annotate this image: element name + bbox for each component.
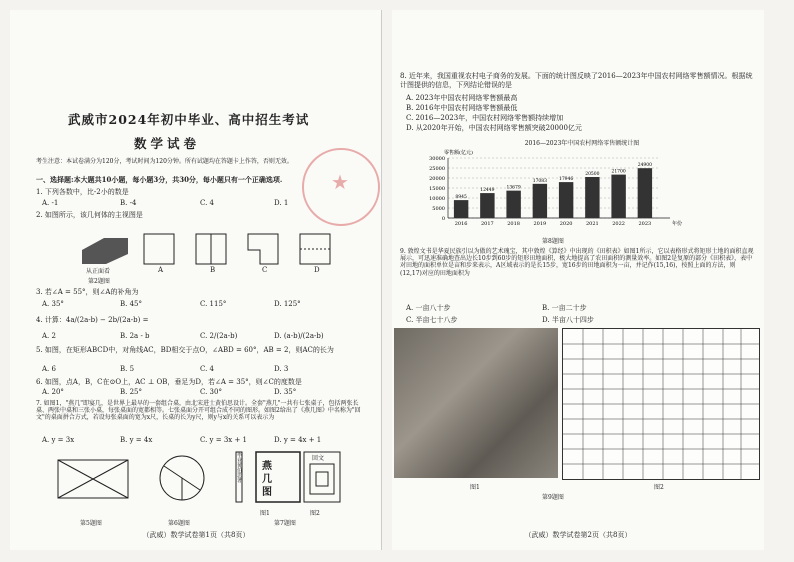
q5-option-b[interactable]: B. 5: [120, 365, 135, 373]
q9-option-b[interactable]: B. 一亩二十步: [542, 304, 587, 312]
fig7-book-title: 燕几图: [262, 461, 272, 498]
q8-caption: 第8题图: [542, 238, 564, 245]
chart-y-tick-label: 20000: [429, 176, 445, 182]
q7-stem: 7. 如图1，"燕几"即宴几，是世界上最早的一套组合桌，由北宋进士黄伯思设计。全套"燕几"一共有七张桌子，包括两张长桌、两张中桌和三张小桌，每张桌面的宽都相等。七张桌面分开可组合成不同的图形。如图2给出了《燕几图》中名称为"回文"的桌面拼合方式，若设每张桌面的宽为x尺，长桌的长为y尺，则y与x的关系可以表示为: [36, 400, 361, 422]
q9-option-a[interactable]: A. 一亩八十步: [406, 304, 451, 312]
chart-y-tick-label: 25000: [429, 166, 445, 172]
chart-data-label: 21700: [611, 169, 626, 175]
chart-x-tick-label: 2019: [533, 221, 547, 227]
q2-view-label: 从正面看: [86, 268, 111, 275]
q2-solid-shape: [82, 238, 128, 264]
q9-stem: 9. 敦煌文书是华夏民族引以为傲的艺术瑰宝，其中敦煌《算经》中出现的《田积表》如图1所示，它以表格形式将矩形土地的面积直观展示，可迅速准确地查出边长10步到60步的矩形田地面积，极大地提高了农田面积的测量效率。如图2是复原的部分《田积表》，表中对田地的面积单位是亩和步来表示，A区域表示的是长15步，宽16步的田地面积为一亩，并记作(15,16)，按照上面的方法，则(12,17)对应的田地面积为: [400, 248, 754, 277]
chart-x-tick-label: 2020: [559, 221, 573, 227]
right-footer: （武威）数学试卷第2页（共8页）: [524, 531, 632, 539]
q9-manuscript-photo: [394, 328, 558, 478]
chart-data-label: 24900: [637, 163, 653, 169]
chart-bar-2022: [611, 175, 625, 218]
q3-option-a[interactable]: A. 35°: [42, 300, 64, 308]
q8-option-b[interactable]: B. 2016年中国农村网络零售额最低: [406, 104, 518, 112]
q2-option-b[interactable]: B: [210, 266, 216, 274]
chart-x-tick-label: 2016: [454, 221, 468, 227]
q2-option-c[interactable]: C: [262, 266, 268, 274]
chart-x-tick-label: 2022: [612, 221, 625, 227]
q6-stem: 6. 如图，点A，B，C在⊙O上，AC ⊥ OB，垂足为D，若∠A = 35°，则∠C的度数是: [36, 378, 302, 386]
q2-view-c: [248, 234, 278, 264]
fig5-caption: 第5题图: [80, 520, 102, 527]
chart-title: 2016—2023年中国农村网络零售额统计图: [524, 140, 640, 147]
q7-option-d[interactable]: D. y = 4x + 1: [274, 436, 322, 444]
right-page: [392, 10, 764, 550]
q8-option-c[interactable]: C. 2016—2023年，中国农村网络零售额持续增加: [406, 114, 564, 122]
q9-fig2-label: 图2: [654, 484, 664, 491]
q2-figures: [74, 224, 344, 272]
q1-option-b[interactable]: B. -4: [120, 199, 137, 207]
q1-option-a[interactable]: A. -1: [42, 199, 59, 207]
chart-x-axis-label: 年份: [672, 221, 683, 227]
chart-bar-2023: [638, 168, 652, 218]
q7-option-a[interactable]: A. y = 3x: [42, 436, 75, 444]
exam-subtitle: 数学试卷: [134, 136, 201, 151]
q6-option-a[interactable]: A. 20°: [42, 388, 64, 396]
chart-bar-2016: [454, 200, 468, 218]
chart-data-label: 8945: [455, 195, 467, 201]
chart-x-tick-label: 2023: [638, 221, 652, 227]
chart-y-tick-label: 0: [441, 216, 445, 222]
q6-option-c[interactable]: C. 30°: [200, 388, 222, 396]
q7-option-b[interactable]: B. y = 4x: [120, 436, 153, 444]
q6-option-d[interactable]: D. 35°: [274, 388, 297, 396]
chart-x-tick-label: 2021: [586, 221, 599, 227]
q8-option-a[interactable]: A. 2023年中国农村网络零售额最高: [406, 94, 518, 102]
fig7-caption: 第7题图: [274, 520, 296, 527]
q4-stem: 4. 计算：4a/(2a-b) − 2b/(2a-b) =: [36, 316, 149, 324]
q1-option-c[interactable]: C. 4: [200, 199, 215, 207]
chart-y-tick-label: 5000: [432, 206, 445, 212]
q5-option-d[interactable]: D. 3: [274, 365, 289, 373]
chart-bar-2019: [533, 184, 547, 218]
chart-x-tick-label: 2017: [481, 221, 494, 227]
q7-option-c[interactable]: C. y = 3x + 1: [200, 436, 247, 444]
q5-stem: 5. 如图，在矩形ABCD中，对角线AC，BD相交于点O，∠ABD = 60°，AB = 2，则AC的长为: [36, 346, 334, 354]
q3-stem: 3. 若∠A = 55°，则∠A的补角为: [36, 288, 139, 296]
q9-option-d[interactable]: D. 半亩八十四步: [542, 316, 594, 324]
q9-caption: 第9题图: [542, 494, 564, 501]
left-footer: （武威）数学试卷第1页（共8页）: [142, 531, 250, 539]
q8-bar-chart: [402, 146, 702, 234]
fig7-huiwen-label: 回文: [312, 455, 325, 462]
fig7-label-2: 图2: [310, 510, 320, 517]
q2-caption: 第2题图: [88, 278, 110, 285]
q4-option-d[interactable]: D. (a-b)/(2a-b): [274, 332, 324, 340]
chart-data-label: 12449: [480, 188, 495, 194]
left-page: [10, 10, 382, 550]
chart-bar-2018: [506, 191, 520, 218]
q4-option-a[interactable]: A. 2: [42, 332, 56, 340]
chart-bar-2020: [559, 182, 573, 218]
page-divider: [381, 10, 382, 550]
seal-star-icon: ★: [331, 170, 349, 194]
q5-option-c[interactable]: C. 4: [200, 365, 215, 373]
q2-view-a: [144, 234, 174, 264]
q9-fig1-label: 图1: [470, 484, 480, 491]
q3-option-d[interactable]: D. 125°: [274, 300, 301, 308]
q2-stem: 2. 如图所示，该几何体的主视图是: [36, 211, 143, 219]
exam-title: 武威市2024年初中毕业、高中招生考试: [68, 112, 310, 127]
q8-stem: 8. 近年来，我国重视农村电子商务的发展。下面的统计图反映了2016—2023年中国农村网络零售额情况。根据统计图提供的信息，下列结论错误的是: [400, 72, 753, 89]
q5-q7-figures: [50, 450, 380, 510]
q4-option-c[interactable]: C. 2/(2a-b): [200, 332, 238, 340]
chart-data-label: 20500: [585, 172, 600, 177]
chart-data-label: 17946: [558, 177, 574, 183]
chart-bar-2021: [585, 177, 599, 218]
exam-notice: 考生注意：本试卷满分为120分，考试时间为120分钟。所有试题均在答题卡上作答，否则无效。: [36, 158, 293, 165]
chart-data-label: 17083: [532, 178, 548, 184]
q1-stem: 1. 下列各数中，比-2小的数是: [36, 188, 129, 196]
q2-option-a[interactable]: A: [158, 266, 164, 274]
q5-option-a[interactable]: A. 6: [42, 365, 56, 373]
q9-option-c[interactable]: C. 半亩七十八步: [406, 316, 458, 324]
q3-option-c[interactable]: C. 115°: [200, 300, 227, 308]
q3-option-b[interactable]: B. 45°: [120, 300, 143, 308]
chart-x-tick-label: 2018: [507, 221, 520, 227]
fig7-label-1: 图1: [260, 510, 270, 517]
chart-y-tick-label: 10000: [429, 196, 445, 202]
q8-option-d[interactable]: D. 从2020年开始，中国农村网络零售额突破20000亿元: [406, 124, 582, 132]
chart-y-tick-label: 30000: [429, 156, 445, 162]
fig7-vertical-text: 毕业黄伯思著: [237, 453, 243, 484]
chart-data-label: 13679: [506, 185, 521, 191]
chart-bar-2017: [480, 193, 494, 218]
q1-option-d[interactable]: D. 1: [274, 199, 289, 207]
q9-area-table: [562, 328, 760, 480]
q2-option-d[interactable]: D: [314, 266, 320, 274]
q4-option-b[interactable]: B. 2a - b: [120, 332, 150, 340]
official-seal: [302, 148, 380, 226]
section-one-heading: 一、选择题:本大题共10小题，每小题3分，共30分，每小题只有一个正确选项.: [36, 175, 283, 184]
chart-y-axis-label: 零售额(亿元): [444, 150, 473, 156]
q6-option-b[interactable]: B. 25°: [120, 388, 143, 396]
chart-y-tick-label: 15000: [429, 186, 445, 192]
fig6-caption: 第6题图: [168, 520, 190, 527]
